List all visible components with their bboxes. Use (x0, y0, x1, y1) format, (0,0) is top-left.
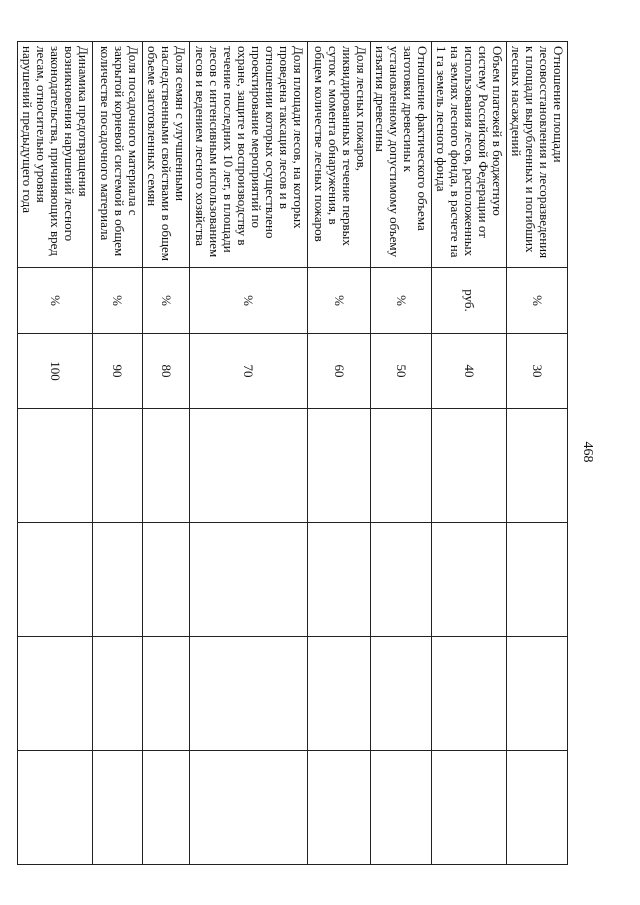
empty-cell (190, 523, 308, 637)
empty-cell (18, 523, 93, 637)
empty-cell (432, 523, 507, 637)
value-cell: 60 (308, 334, 371, 409)
empty-cell (93, 409, 143, 523)
empty-cell (308, 523, 371, 637)
empty-cell (371, 751, 432, 865)
value-cell: 40 (432, 334, 507, 409)
rotated-page-content (20, 41, 568, 864)
empty-cell (507, 751, 568, 865)
table-row (190, 42, 308, 865)
table-row (432, 42, 507, 865)
value-cell: 90 (93, 334, 143, 409)
empty-cell (190, 751, 308, 865)
empty-cell (143, 637, 190, 751)
empty-cell (190, 637, 308, 751)
empty-cell (432, 409, 507, 523)
empty-cell (308, 409, 371, 523)
unit-cell: % (507, 268, 568, 334)
empty-cell (143, 409, 190, 523)
unit-cell: % (18, 268, 93, 334)
empty-cell (507, 409, 568, 523)
indicator-name: Динамика предотвращения возникновения нарушений лесного законодательства, причиняющих вред лесам, относительно уровня нарушений предыдущего года (18, 42, 93, 268)
empty-cell (432, 637, 507, 751)
unit-cell: % (371, 268, 432, 334)
empty-cell (143, 523, 190, 637)
table-row (371, 42, 432, 865)
empty-cell (18, 751, 93, 865)
value-cell: 70 (190, 334, 308, 409)
indicator-name: Доля лесных пожаров, ликвидированных в течение первых суток с момента обнаружения, в общем количестве лесных пожаров (308, 42, 371, 268)
empty-cell (371, 637, 432, 751)
empty-cell (371, 523, 432, 637)
unit-cell: % (190, 268, 308, 334)
table-row (93, 42, 143, 865)
indicators-table (17, 41, 568, 865)
empty-cell (371, 409, 432, 523)
empty-cell (18, 409, 93, 523)
empty-cell (308, 637, 371, 751)
indicator-name: Отношение площади лесовосстановления и лесоразведения к площади вырубленных и погибших лесных насаждений (507, 42, 568, 268)
indicator-name: Объем платежей в бюджетную систему Российской Федерации от использования лесов, расположенных на землях лесного фонда, в расчете на 1 га земель лесного фонда (432, 42, 507, 268)
empty-cell (190, 409, 308, 523)
page-number: 468 (580, 441, 595, 463)
empty-cell (143, 751, 190, 865)
empty-cell (507, 523, 568, 637)
unit-cell: % (308, 268, 371, 334)
empty-cell (432, 751, 507, 865)
indicator-name: Доля площади лесов, на которых проведена таксация лесов и в отношении которых осуществлено проектирование мероприятий по охране, защите и воспроизводству в течение последних 10 лет, в площади лесов с интенсивным использованием лесов и ведением лесного хозяйства (190, 42, 308, 268)
indicator-name: Отношение фактического объема заготовки древесины к установленному допустимому объему изъятия древесины (371, 42, 432, 268)
value-cell: 50 (371, 334, 432, 409)
indicator-name: Доля семян с улучшенными наследственными свойствами в общем объеме заготовленных семян (143, 42, 190, 268)
empty-cell (93, 637, 143, 751)
value-cell: 100 (18, 334, 93, 409)
indicator-name: Доля посадочного материала с закрытой корневой системой в общем количестве посадочного материала (93, 42, 143, 268)
empty-cell (507, 637, 568, 751)
empty-cell (93, 751, 143, 865)
table-row (143, 42, 190, 865)
value-cell: 80 (143, 334, 190, 409)
table-row (507, 42, 568, 865)
unit-cell: руб. (432, 268, 507, 334)
empty-cell (18, 637, 93, 751)
value-cell: 30 (507, 334, 568, 409)
empty-cell (93, 523, 143, 637)
unit-cell: % (93, 268, 143, 334)
table-row (18, 42, 93, 865)
empty-cell (308, 751, 371, 865)
unit-cell: % (143, 268, 190, 334)
table-row (308, 42, 371, 865)
